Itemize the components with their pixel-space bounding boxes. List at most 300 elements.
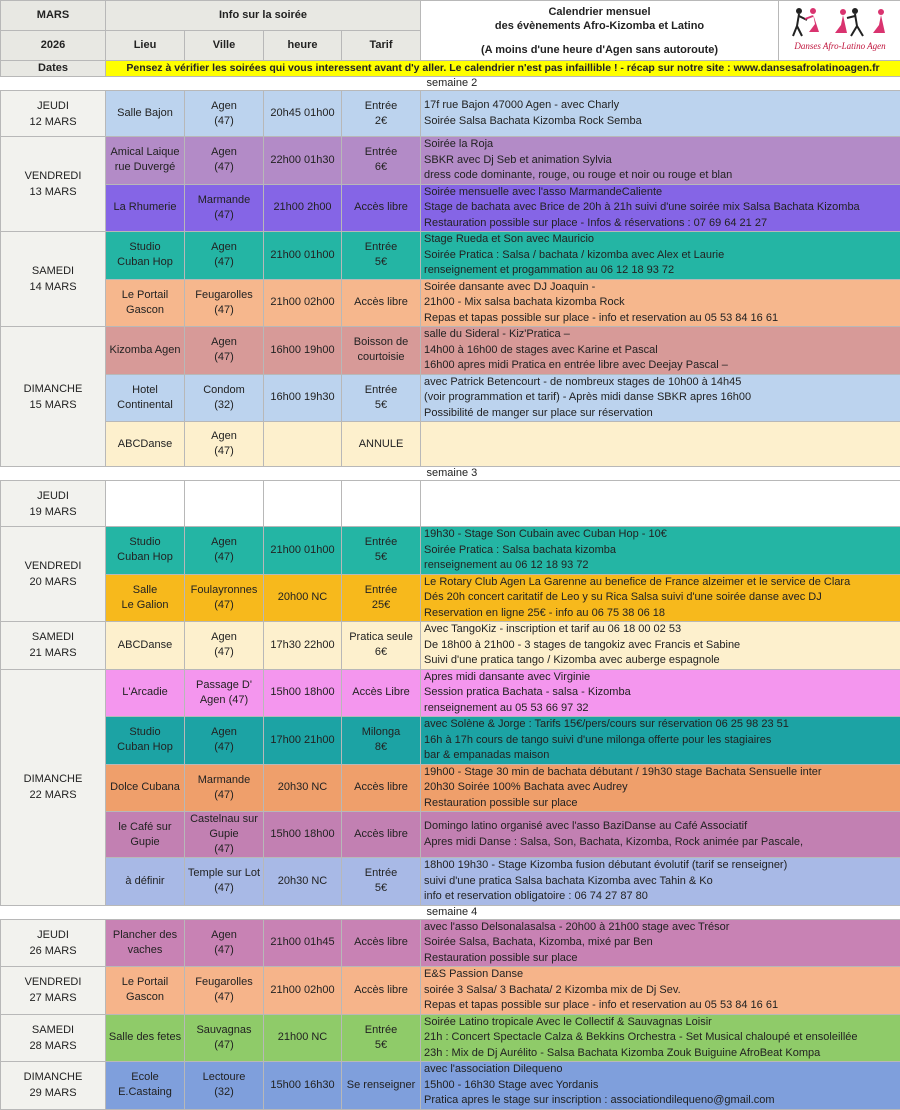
time-line: 21h00 2h00 — [264, 200, 341, 215]
day-name: JEUDI — [1, 488, 105, 504]
price-line: Accès libre — [342, 295, 420, 310]
price-line: Entrée — [342, 866, 420, 881]
title-line-2: des évènements Afro-Kizomba et Latino — [421, 19, 778, 33]
info-line: Possibilité de manger sur place sur réservation — [424, 406, 897, 422]
col-ville: Ville — [185, 31, 264, 61]
logo — [779, 1, 900, 61]
day-cell — [1, 919, 106, 967]
city-line: (32) — [185, 1085, 263, 1100]
event-row — [1, 1062, 900, 1110]
day-date: 20 MARS — [1, 574, 105, 590]
price-line: 6€ — [342, 645, 420, 660]
city-line: Sauvagnas — [185, 1023, 263, 1038]
city-line: Agen — [185, 928, 263, 943]
city-cell — [185, 1014, 264, 1062]
day-name: DIMANCHE — [1, 1069, 105, 1085]
city-cell — [185, 574, 264, 622]
price-line: Entrée — [342, 99, 420, 114]
day-name: VENDREDI — [1, 974, 105, 990]
price-cell — [342, 137, 421, 185]
info-line: Soirée dansante avec DJ Joaquin - — [424, 280, 897, 296]
info-line: Soirée Latino tropicale Avec le Collectif & Sauvagnas Loisir — [424, 1015, 897, 1031]
price-cell — [342, 858, 421, 906]
day-name: SAMEDI — [1, 629, 105, 645]
info-line: Soirée la Roja — [424, 137, 897, 153]
city-cell — [185, 327, 264, 375]
day-cell — [1, 669, 106, 905]
event-info — [421, 967, 900, 1015]
price-cell — [342, 279, 421, 327]
week-label: semaine 4 — [421, 905, 900, 919]
event-row — [1, 137, 900, 185]
price-line: Boisson de — [342, 335, 420, 350]
col-lieu: Lieu — [106, 31, 185, 61]
venue-line: rue Duvergé — [106, 160, 184, 175]
time-cell — [264, 1062, 342, 1110]
venue-cell — [106, 1014, 185, 1062]
time-cell — [264, 574, 342, 622]
info-line: 21h00 - Mix salsa bachata kizomba Rock — [424, 295, 897, 311]
day-cell — [1, 327, 106, 467]
info-line: (voir programmation et tarif) - Après midi danse SBKR apres 16h00 — [424, 390, 897, 406]
info-line: Restauration possible sur place - Infos & réservations : 07 69 64 21 27 — [424, 216, 897, 232]
time-cell — [264, 669, 342, 717]
info-line: Apres midi Danse : Salsa, Son, Bachata, Kizomba, Rock animée par Pascale, — [424, 835, 897, 851]
event-info — [421, 232, 900, 280]
event-row — [1, 422, 900, 467]
city-cell — [185, 91, 264, 137]
city-line: (47) — [185, 943, 263, 958]
price-line: 5€ — [342, 1038, 420, 1053]
price-cell — [342, 919, 421, 967]
city-cell — [185, 279, 264, 327]
venue-line: Studio — [106, 725, 184, 740]
info-line: avec Patrick Betencourt - de nombreux stages de 10h00 à 14h45 — [424, 375, 897, 391]
venue-line: Kizomba Agen — [106, 343, 184, 358]
event-row — [1, 279, 900, 327]
time-cell — [264, 327, 342, 375]
event-info — [421, 1062, 900, 1110]
day-date: 28 MARS — [1, 1038, 105, 1054]
time-cell — [264, 919, 342, 967]
price-line: 25€ — [342, 598, 420, 613]
city-line: Agen — [185, 335, 263, 350]
info-line: Session pratica Bachata - salsa - Kizomba — [424, 685, 897, 701]
info-line: 14h00 à 16h00 de stages avec Karine et Pascal — [424, 343, 897, 359]
city-line: Marmande — [185, 773, 263, 788]
price-line: Pratica seule — [342, 630, 420, 645]
price-cell — [342, 91, 421, 137]
info-line: Le Rotary Club Agen La Garenne au benefice de France alzeimer et le service de Clara — [424, 575, 897, 591]
time-line: 21h00 01h00 — [264, 248, 341, 263]
info-line: 16h00 apres midi Pratica en entrée libre avec Deejay Pascal – — [424, 358, 897, 374]
day-cell — [1, 1062, 106, 1110]
day-name: SAMEDI — [1, 263, 105, 279]
month-cell: MARS — [1, 1, 106, 31]
price-cell — [342, 622, 421, 670]
info-line: salle du Sideral - Kiz'Pratica – — [424, 327, 897, 343]
price-cell — [342, 812, 421, 858]
event-row — [1, 858, 900, 906]
city-cell — [185, 137, 264, 185]
event-info — [421, 91, 900, 137]
venue-line: ABCDanse — [106, 638, 184, 653]
city-cell — [185, 527, 264, 575]
city-line: (47) — [185, 1038, 263, 1053]
event-info — [421, 137, 900, 185]
title-subtitle: (A moins d'une heure d'Agen sans autoroute) — [421, 43, 778, 57]
time-line: 21h00 01h00 — [264, 543, 341, 558]
day-date: 13 MARS — [1, 184, 105, 200]
dancers-logo-icon — [785, 2, 895, 54]
day-name: SAMEDI — [1, 1022, 105, 1038]
col-heure: heure — [264, 31, 342, 61]
event-row — [1, 1014, 900, 1062]
price-cell — [342, 422, 421, 467]
info-line: Suivi d'une pratica tango / Kizomba avec auberge espagnole — [424, 653, 897, 669]
price-line: 8€ — [342, 740, 420, 755]
time-cell — [264, 717, 342, 765]
info-line: Stage Rueda et Son avec Mauricio — [424, 232, 897, 248]
warning-banner: Pensez à vérifier les soirées qui vous interessent avant d'y aller. Le calendrier n'est pas infaillible ! - récap sur notre site : www.dansesafrolatinoagen.fr — [106, 61, 900, 77]
col-tarif: Tarif — [342, 31, 421, 61]
event-row — [1, 232, 900, 280]
week-spacer — [1, 467, 421, 481]
venue-cell — [106, 184, 185, 232]
venue-line: le Café sur — [106, 820, 184, 835]
time-line: 21h00 01h45 — [264, 935, 341, 950]
venue-line: Plancher des — [106, 928, 184, 943]
price-cell — [342, 232, 421, 280]
city-line: (47) — [185, 444, 263, 459]
info-line: avec l'association Dilequeno — [424, 1062, 897, 1078]
info-line: Repas et tapas possible sur place - info et reservation au 05 53 84 16 61 — [424, 311, 897, 327]
time-cell — [264, 481, 342, 527]
week-spacer — [1, 77, 421, 91]
time-cell — [264, 422, 342, 467]
venue-line: vaches — [106, 943, 184, 958]
time-line: 22h00 01h30 — [264, 153, 341, 168]
venue-line: Dolce Cubana — [106, 780, 184, 795]
event-row — [1, 374, 900, 422]
info-line: 23h : Mix de Dj Aurélito - Salsa Bachata Kizomba Zouk Buiguine AfroBeat Kompa — [424, 1046, 897, 1062]
price-line: Entrée — [342, 535, 420, 550]
day-name: JEUDI — [1, 98, 105, 114]
venue-cell — [106, 232, 185, 280]
venue-line: Salle des fetes — [106, 1030, 184, 1045]
city-line: (47) — [185, 598, 263, 613]
city-cell — [185, 669, 264, 717]
week-label: semaine 3 — [421, 467, 900, 481]
day-cell — [1, 232, 106, 327]
price-line: 5€ — [342, 255, 420, 270]
info-line: suivi d'une pratica Salsa bachata Kizomba avec Tahin & Ko — [424, 874, 897, 890]
city-line: Temple sur Lot — [185, 866, 263, 881]
week-row — [1, 467, 900, 481]
city-cell — [185, 812, 264, 858]
venue-line: Gascon — [106, 990, 184, 1005]
venue-cell — [106, 1062, 185, 1110]
venue-cell — [106, 91, 185, 137]
event-row — [1, 327, 900, 375]
info-line: info et reservation obligatoire : 06 74 27 87 80 — [424, 889, 897, 905]
venue-line: à définir — [106, 874, 184, 889]
time-line: 15h00 18h00 — [264, 685, 341, 700]
info-line: soirée 3 Salsa/ 3 Bachata/ 2 Kizomba mix de Dj Sev. — [424, 983, 897, 999]
city-line: Agen — [185, 535, 263, 550]
price-cell — [342, 374, 421, 422]
day-date: 27 MARS — [1, 990, 105, 1006]
time-line: 21h00 NC — [264, 1030, 341, 1045]
calendar-title — [421, 1, 779, 61]
city-line: Agen — [185, 240, 263, 255]
day-name: DIMANCHE — [1, 771, 105, 787]
price-line: Entrée — [342, 383, 420, 398]
event-row — [1, 669, 900, 717]
event-row — [1, 527, 900, 575]
city-line: Agen — [185, 725, 263, 740]
venue-line: Salle Bajon — [106, 106, 184, 121]
city-line: Marmande — [185, 193, 263, 208]
event-row — [1, 764, 900, 812]
city-cell — [185, 858, 264, 906]
info-line: Dés 20h concert caritatif de Leo y su Rica Salsa suivi d'une soirée danse avec DJ — [424, 590, 897, 606]
info-line: Avec TangoKiz - inscription et tarif au 06 18 00 02 53 — [424, 622, 897, 638]
event-info — [421, 622, 900, 670]
city-line: (47) — [185, 303, 263, 318]
time-line: 20h30 NC — [264, 874, 341, 889]
venue-line: Cuban Hop — [106, 255, 184, 270]
event-info — [421, 374, 900, 422]
venue-line: Cuban Hop — [106, 740, 184, 755]
info-line: Pratica apres le stage sur inscription : associationdilequeno@gmail.com — [424, 1093, 897, 1109]
week-row — [1, 905, 900, 919]
day-cell — [1, 91, 106, 137]
day-cell — [1, 967, 106, 1015]
time-cell — [264, 184, 342, 232]
city-line: (47) — [185, 114, 263, 129]
price-line: ANNULE — [342, 437, 420, 452]
day-name: JEUDI — [1, 927, 105, 943]
venue-cell — [106, 669, 185, 717]
price-line: 5€ — [342, 881, 420, 896]
city-cell — [185, 717, 264, 765]
city-cell — [185, 764, 264, 812]
info-line: Restauration possible sur place — [424, 951, 897, 967]
info-line: renseignement au 05 53 66 97 32 — [424, 701, 897, 717]
venue-line: L'Arcadie — [106, 685, 184, 700]
time-line: 16h00 19h30 — [264, 390, 341, 405]
price-cell — [342, 717, 421, 765]
price-line: Entrée — [342, 145, 420, 160]
event-info — [421, 574, 900, 622]
venue-line: Hotel — [106, 383, 184, 398]
time-cell — [264, 374, 342, 422]
day-name: VENDREDI — [1, 168, 105, 184]
info-line: avec Solène & Jorge : Tarifs 15€/pers/cours sur réservation 06 25 98 23 51 — [424, 717, 897, 733]
info-line: 20h30 Soirée 100% Bachata avec Audrey — [424, 780, 897, 796]
info-line: 19h00 - Stage 30 min de bachata débutant / 19h30 stage Bachata Sensuelle inter — [424, 765, 897, 781]
venue-line: E.Castaing — [106, 1085, 184, 1100]
time-line: 20h00 NC — [264, 590, 341, 605]
event-info — [421, 481, 900, 527]
info-line: dress code dominante, rouge, ou rouge et noir ou rouge et blan — [424, 168, 897, 184]
venue-line: La Rhumerie — [106, 200, 184, 215]
day-cell — [1, 1014, 106, 1062]
price-cell — [342, 184, 421, 232]
venue-cell — [106, 279, 185, 327]
event-info — [421, 858, 900, 906]
time-cell — [264, 1014, 342, 1062]
info-line: Domingo latino organisé avec l'asso BaziDanse au Café Associatif — [424, 819, 897, 835]
price-line: Milonga — [342, 725, 420, 740]
city-line: Castelnau sur — [185, 812, 263, 827]
event-row — [1, 184, 900, 232]
info-line: Soirée mensuelle avec l'asso MarmandeCaliente — [424, 185, 897, 201]
event-row — [1, 622, 900, 670]
city-line: Passage D' — [185, 678, 263, 693]
city-line: Gupie — [185, 827, 263, 842]
time-line: 17h00 21h00 — [264, 733, 341, 748]
city-line: Foulayronnes — [185, 583, 263, 598]
venue-line: ABCDanse — [106, 437, 184, 452]
city-line: (47) — [185, 740, 263, 755]
city-line: (47) — [185, 208, 263, 223]
event-row — [1, 481, 900, 527]
week-label: semaine 2 — [421, 77, 900, 91]
city-cell — [185, 622, 264, 670]
info-line: renseignement au 06 12 18 93 72 — [424, 558, 897, 574]
title-line-1: Calendrier mensuel — [421, 5, 778, 19]
city-line: (47) — [185, 160, 263, 175]
city-cell — [185, 232, 264, 280]
price-line: Entrée — [342, 1023, 420, 1038]
info-line: 19h30 - Stage Son Cubain avec Cuban Hop - 10€ — [424, 527, 897, 543]
info-line: 17f rue Bajon 47000 Agen - avec Charly — [424, 98, 897, 114]
city-line: (47) — [185, 990, 263, 1005]
time-cell — [264, 279, 342, 327]
price-cell — [342, 669, 421, 717]
day-date: 14 MARS — [1, 279, 105, 295]
venue-cell — [106, 422, 185, 467]
info-line: renseignement et progammation au 06 12 18 93 72 — [424, 263, 897, 279]
info-line: 21h : Concert Spectacle Calza & Bekkins Orchestra - Set Musical chaloupé et ensoleillée — [424, 1030, 897, 1046]
city-cell — [185, 374, 264, 422]
time-line: 20h45 01h00 — [264, 106, 341, 121]
city-line: (47) — [185, 881, 263, 896]
time-cell — [264, 764, 342, 812]
day-date: 22 MARS — [1, 787, 105, 803]
venue-line: Le Portail — [106, 288, 184, 303]
city-line: Agen — [185, 429, 263, 444]
day-date: 12 MARS — [1, 114, 105, 130]
venue-cell — [106, 622, 185, 670]
day-date: 26 MARS — [1, 943, 105, 959]
venue-cell — [106, 481, 185, 527]
info-line: 15h00 - 16h30 Stage avec Yordanis — [424, 1078, 897, 1094]
venue-cell — [106, 574, 185, 622]
event-row — [1, 812, 900, 858]
dates-label: Dates — [1, 61, 106, 77]
city-line: Agen — [185, 145, 263, 160]
event-info — [421, 812, 900, 858]
day-cell — [1, 622, 106, 670]
venue-line: Continental — [106, 398, 184, 413]
info-line: Reservation en ligne 25€ - info au 06 75 38 06 18 — [424, 606, 897, 622]
venue-line: Gascon — [106, 303, 184, 318]
venue-cell — [106, 374, 185, 422]
venue-line: Studio — [106, 535, 184, 550]
price-cell — [342, 1062, 421, 1110]
venue-line: Le Portail — [106, 975, 184, 990]
city-cell — [185, 919, 264, 967]
year-cell: 2026 — [1, 31, 106, 61]
event-info — [421, 919, 900, 967]
logo-text: Danses Afro-Latino Agen — [793, 41, 886, 51]
time-cell — [264, 967, 342, 1015]
week-spacer — [1, 905, 421, 919]
price-line: Accès libre — [342, 983, 420, 998]
time-cell — [264, 858, 342, 906]
city-line: Feugarolles — [185, 288, 263, 303]
info-line: 18h00 19h30 - Stage Kizomba fusion débutant évolutif (tarif se renseigner) — [424, 858, 897, 874]
event-row — [1, 717, 900, 765]
info-line: bar & empanadas maison — [424, 748, 897, 764]
venue-cell — [106, 919, 185, 967]
event-info — [421, 669, 900, 717]
price-cell — [342, 527, 421, 575]
city-line: Condom — [185, 383, 263, 398]
event-row — [1, 91, 900, 137]
time-cell — [264, 527, 342, 575]
time-cell — [264, 232, 342, 280]
day-cell — [1, 527, 106, 622]
day-date: 19 MARS — [1, 504, 105, 520]
city-line: (32) — [185, 398, 263, 413]
price-line: Accès libre — [342, 780, 420, 795]
venue-cell — [106, 858, 185, 906]
time-line: 21h00 02h00 — [264, 295, 341, 310]
price-cell — [342, 481, 421, 527]
day-name: VENDREDI — [1, 558, 105, 574]
city-cell — [185, 422, 264, 467]
city-line: (47) — [185, 842, 263, 857]
time-line: 17h30 22h00 — [264, 638, 341, 653]
info-line: Soirée Salsa Bachata Kizomba Rock Semba — [424, 114, 897, 130]
day-cell — [1, 137, 106, 232]
time-line: 21h00 02h00 — [264, 983, 341, 998]
info-line: Soirée Salsa, Bachata, Kizomba, mixé par Ben — [424, 935, 897, 951]
info-header: Info sur la soirée — [106, 1, 421, 31]
city-line: (47) — [185, 350, 263, 365]
venue-line: Salle — [106, 583, 184, 598]
price-line: Accès Libre — [342, 685, 420, 700]
info-line: Soirée Pratica : Salsa bachata kizomba — [424, 543, 897, 559]
price-line: 5€ — [342, 398, 420, 413]
city-cell — [185, 481, 264, 527]
city-line: (47) — [185, 645, 263, 660]
info-line: De 18h00 à 21h00 - 3 stages de tangokiz avec Francis et Sabine — [424, 638, 897, 654]
time-line: 16h00 19h00 — [264, 343, 341, 358]
city-line: Agen — [185, 99, 263, 114]
time-cell — [264, 91, 342, 137]
info-line: SBKR avec Dj Seb et animation Sylvia — [424, 153, 897, 169]
week-row — [1, 77, 900, 91]
venue-cell — [106, 527, 185, 575]
venue-cell — [106, 327, 185, 375]
event-row — [1, 919, 900, 967]
time-line: 15h00 16h30 — [264, 1078, 341, 1093]
